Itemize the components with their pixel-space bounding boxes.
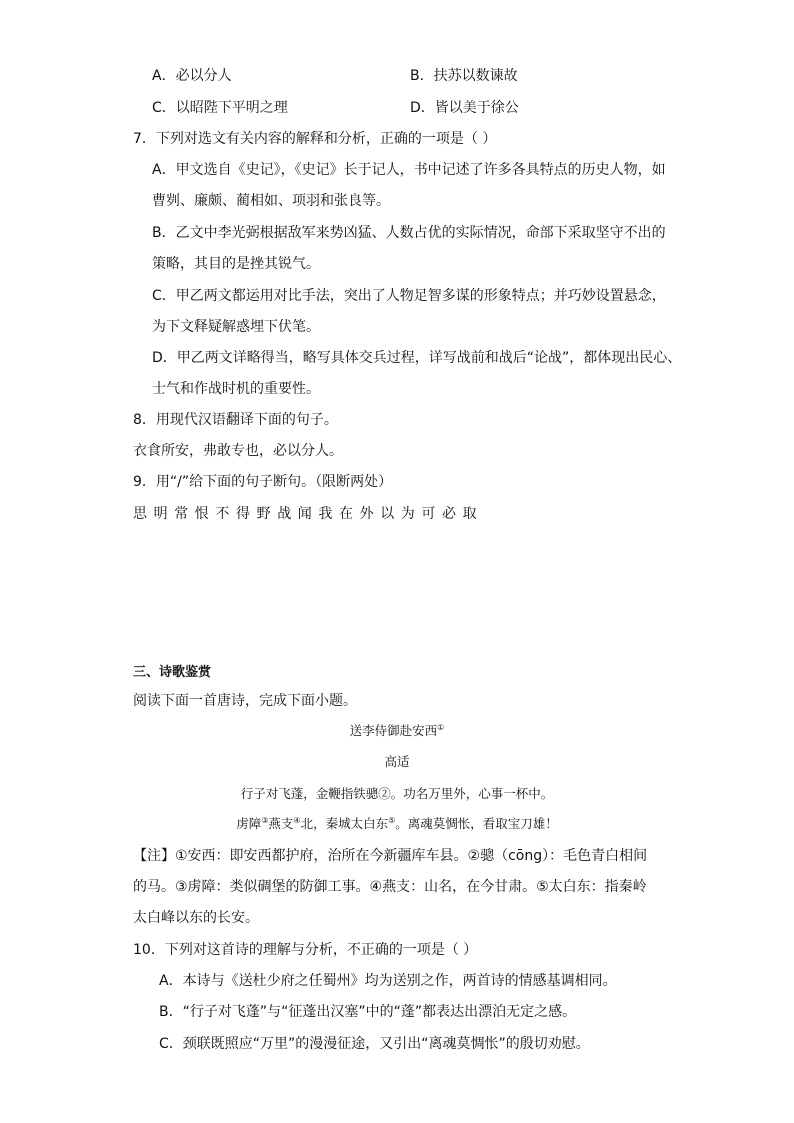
poem-line-2-part-b: 燕支 bbox=[268, 816, 294, 831]
section-heading: 三、诗歌鉴赏 bbox=[133, 665, 212, 680]
notes-line-3: 太白峰以东的长安。 bbox=[133, 910, 259, 926]
poem-title bbox=[0, 722, 794, 740]
q7-option-a-line2: 曹刿、廉颇、蔺相如、项羽和张良等。 bbox=[152, 193, 390, 209]
poem-note-4: ④ bbox=[293, 815, 301, 825]
poem-title-note: ① bbox=[437, 722, 445, 732]
q10-option-c: C．颈联既照应“万里”的漫漫征途，又引出“离魂莫惆怅”的殷切劝慰。 bbox=[159, 1036, 590, 1052]
notes-line-2: 的马。③虏障：类似碉堡的防御工事。④燕支：山名，在今甘肃。⑤太白东：指秦岭 bbox=[133, 879, 647, 895]
q10-option-b: B．“行子对飞蓬”与“征蓬出汉塞”中的“蓬”都表达出漂泊无定之感。 bbox=[159, 1004, 577, 1020]
poem-line-2-part-a: 虏障 bbox=[236, 816, 262, 831]
poem-title-text: 送李侍御赴安西 bbox=[349, 723, 438, 738]
q6-option-c: C．以昭陛下平明之理 bbox=[152, 100, 288, 116]
q7-option-b-line2: 策略，其目的是挫其锐气。 bbox=[152, 256, 320, 272]
q6-option-d: D．皆以美于徐公 bbox=[410, 100, 519, 116]
poem-author: 高适 bbox=[384, 754, 410, 769]
q7-option-b-line1: B．乙文中李光弼根据敌军来势凶猛、人数占优的实际情况，命部下采取坚守不出的 bbox=[152, 225, 666, 241]
q7-option-c-line2: 为下文释疑解惑埋下伏笔。 bbox=[152, 319, 320, 335]
poem-note-5: ⑤ bbox=[388, 815, 396, 825]
q6-option-a: A．必以分人 bbox=[152, 68, 232, 84]
q8-sentence: 衣食所安，弗敢专也，必以分人。 bbox=[133, 443, 343, 459]
q7-option-a-line1: A．甲文选自《史记》，《史记》长于记人，书中记述了许多各具特点的历史人物，如 bbox=[152, 162, 666, 178]
q7-option-d-line2: 士气和作战时机的重要性。 bbox=[152, 381, 320, 397]
q7-option-c-line1: C．甲乙两文都运用对比手法，突出了人物足智多谋的形象特点；并巧妙设置悬念， bbox=[152, 288, 666, 304]
poem-line-2-part-d: 。离魂莫惆怅，看取宝刀雄！ bbox=[395, 816, 558, 831]
q10-stem: 10．下列对这首诗的理解与分析，不正确的一项是（ ） bbox=[133, 942, 478, 958]
poem-line-2 bbox=[0, 815, 794, 833]
q9-sentence: 思明常恨不得野战闻我在外以为可必取 bbox=[133, 506, 484, 522]
poem-note-3: ③ bbox=[261, 815, 269, 825]
q10-option-a: A．本诗与《送杜少府之任蜀州》均为送别之作，两首诗的情感基调相同。 bbox=[159, 973, 617, 989]
q7-stem: 7．下列对选文有关内容的解释和分析，正确的一项是（ ） bbox=[133, 131, 497, 147]
q8-stem: 8．用现代汉语翻译下面的句子。 bbox=[133, 412, 338, 428]
q6-option-b: B．扶苏以数谏故 bbox=[410, 68, 518, 84]
notes-line-1: 【注】①安西：即安西都护府，治所在今新疆库车县。②骢（cōng）：毛色青白相间 bbox=[133, 848, 648, 864]
section-intro: 阅读下面一首唐诗，完成下面小题。 bbox=[133, 693, 357, 709]
poem-line-1: 行子对飞蓬，金鞭指铁骢②。功名万里外，心事一杯中。 bbox=[240, 786, 554, 801]
q9-stem: 9．用“/”给下面的句子断句。（限断两处） bbox=[133, 474, 393, 490]
q7-option-d-line1: D．甲乙两文详略得当，略写具体交兵过程，详写战前和战后“论战”，都体现出民心、 bbox=[152, 350, 682, 366]
poem-line-2-part-c: 北，秦城太白东 bbox=[300, 816, 389, 831]
